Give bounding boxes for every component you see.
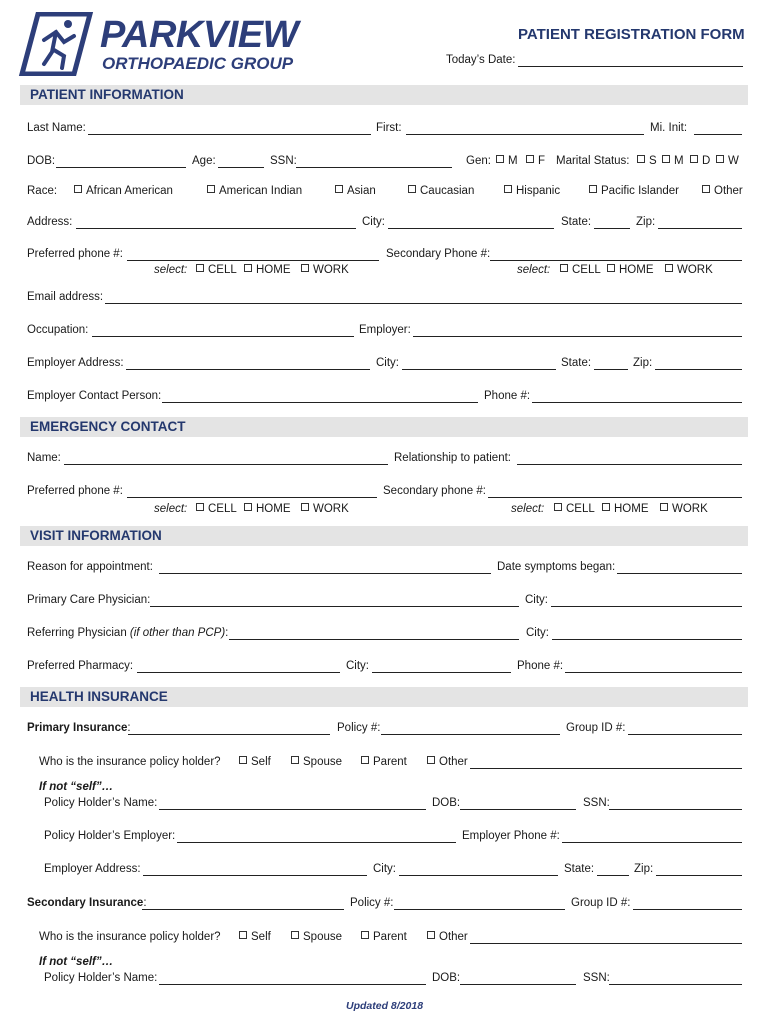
employer-state-field[interactable] xyxy=(594,369,628,370)
logo-name: PARKVIEW xyxy=(100,14,298,56)
checkbox-icon xyxy=(207,185,215,193)
marital-option-s[interactable]: S xyxy=(637,155,657,167)
section-title: EMERGENCY CONTACT xyxy=(30,419,186,434)
marital-option-d[interactable]: D xyxy=(690,155,710,167)
middle-initial-label: Mi. Init: xyxy=(650,122,688,134)
secondary-holder-ssn-field[interactable] xyxy=(609,984,742,985)
checkbox-icon xyxy=(637,155,645,163)
reason-field[interactable] xyxy=(159,573,491,574)
primary-holder-self[interactable]: Self xyxy=(239,756,271,768)
primary-group-label: Group ID #: xyxy=(566,722,626,734)
employer-city-label: City: xyxy=(376,357,399,369)
employer-address-label: Employer Address: xyxy=(27,357,124,369)
employer-phone-field[interactable] xyxy=(532,402,742,403)
pharmacy-field[interactable] xyxy=(137,672,340,673)
race-option-american-indian[interactable]: American Indian xyxy=(207,185,302,197)
address-field[interactable] xyxy=(76,228,356,229)
checkbox-icon xyxy=(239,931,247,939)
race-option-asian[interactable]: Asian xyxy=(335,185,376,197)
checkbox-icon xyxy=(291,756,299,764)
checkbox-icon xyxy=(427,931,435,939)
secondary-holder-parent[interactable]: Parent xyxy=(361,931,407,943)
primary-employer-phone-field[interactable] xyxy=(562,842,742,843)
ssn-label: SSN: xyxy=(270,155,297,167)
age-field[interactable] xyxy=(218,167,264,168)
secondary-insurance-label: Secondary Insurance: xyxy=(27,897,147,909)
emergency-secondary-work[interactable]: WORK xyxy=(660,503,708,515)
secondary-phone-work[interactable]: WORK xyxy=(665,264,713,276)
checkbox-icon xyxy=(301,264,309,272)
state-field[interactable] xyxy=(594,228,630,229)
section-health-insurance xyxy=(20,687,748,707)
secondary-holder-dob-field[interactable] xyxy=(460,984,576,985)
employer-address-field[interactable] xyxy=(126,369,370,370)
last-name-label: Last Name: xyxy=(27,122,86,134)
preferred-phone-home[interactable]: HOME xyxy=(244,264,291,276)
primary-insurance-label: Primary Insurance: xyxy=(27,722,131,734)
preferred-phone-field[interactable] xyxy=(127,260,379,261)
secondary-insurance-field[interactable] xyxy=(142,909,344,910)
updated-footer: Updated 8/2018 xyxy=(346,1000,424,1012)
emergency-preferred-work[interactable]: WORK xyxy=(301,503,349,515)
secondary-holder-other[interactable]: Other xyxy=(427,931,468,943)
emergency-preferred-phone-field[interactable] xyxy=(127,497,377,498)
city-field[interactable] xyxy=(388,228,554,229)
employer-zip-field[interactable] xyxy=(655,369,742,370)
secondary-holder-ssn-label: SSN: xyxy=(583,972,610,984)
logo xyxy=(16,12,311,78)
checkbox-icon xyxy=(301,503,309,511)
secondary-holder-name-field[interactable] xyxy=(159,984,426,985)
checkbox-icon xyxy=(504,185,512,193)
emergency-secondary-phone-field[interactable] xyxy=(488,497,742,498)
primary-holder-ssn-field[interactable] xyxy=(609,809,742,810)
zip-label: Zip: xyxy=(636,216,656,228)
primary-holder-dob-field[interactable] xyxy=(460,809,576,810)
checkbox-icon xyxy=(526,155,534,163)
occupation-label: Occupation: xyxy=(27,324,89,336)
gender-option-f[interactable]: F xyxy=(526,155,545,167)
primary-employer-city-field[interactable] xyxy=(399,875,558,876)
primary-holder-spouse[interactable]: Spouse xyxy=(291,756,342,768)
primary-holder-other-field[interactable] xyxy=(470,768,742,769)
secondary-holder-spouse[interactable]: Spouse xyxy=(291,931,342,943)
last-name-field[interactable] xyxy=(88,134,371,135)
checkbox-icon xyxy=(554,503,562,511)
primary-holder-parent[interactable]: Parent xyxy=(361,756,407,768)
marital-option-w[interactable]: W xyxy=(716,155,739,167)
dob-label: DOB: xyxy=(27,155,56,167)
checkbox-icon xyxy=(196,503,204,511)
race-option-other[interactable]: Other xyxy=(702,185,743,197)
secondary-phone-field[interactable] xyxy=(490,260,742,261)
marital-status-label: Marital Status: xyxy=(556,155,630,167)
race-option-caucasian[interactable]: Caucasian xyxy=(408,185,474,197)
select-label: select: xyxy=(154,503,188,515)
relationship-field[interactable] xyxy=(517,464,742,465)
checkbox-icon xyxy=(361,756,369,764)
primary-group-field[interactable] xyxy=(628,734,742,735)
primary-holder-other[interactable]: Other xyxy=(427,756,468,768)
middle-initial-field[interactable] xyxy=(694,134,742,135)
zip-field[interactable] xyxy=(658,228,742,229)
age-label: Age: xyxy=(192,155,216,167)
section-patient-information xyxy=(20,85,748,105)
secondary-holder-self[interactable]: Self xyxy=(239,931,271,943)
race-label: Race: xyxy=(27,185,58,197)
checkbox-icon xyxy=(602,503,610,511)
referring-field[interactable] xyxy=(229,639,519,640)
secondary-policy-field[interactable] xyxy=(394,909,565,910)
primary-holder-question: Who is the insurance policy holder? xyxy=(39,756,221,768)
first-name-field[interactable] xyxy=(406,134,644,135)
employer-field[interactable] xyxy=(413,336,742,337)
first-name-label: First: xyxy=(376,122,402,134)
checkbox-icon xyxy=(335,185,343,193)
checkbox-icon xyxy=(589,185,597,193)
pcp-city-label: City: xyxy=(525,594,548,606)
employer-contact-label: Employer Contact Person: xyxy=(27,390,162,402)
section-title: HEALTH INSURANCE xyxy=(30,689,168,704)
primary-holder-dob-label: DOB: xyxy=(432,797,461,809)
pharmacy-phone-label: Phone #: xyxy=(517,660,564,672)
section-emergency-contact xyxy=(20,417,748,437)
primary-employer-address-field[interactable] xyxy=(143,875,367,876)
referring-label: Referring Physician (if other than PCP): xyxy=(27,627,229,639)
preferred-phone-work[interactable]: WORK xyxy=(301,264,349,276)
checkbox-icon xyxy=(74,185,82,193)
email-label: Email address: xyxy=(27,291,104,303)
employer-zip-label: Zip: xyxy=(633,357,653,369)
city-label: City: xyxy=(362,216,385,228)
pharmacy-phone-field[interactable] xyxy=(565,672,742,673)
logo-subtitle: ORTHOPAEDIC GROUP xyxy=(102,54,294,73)
form-title: PATIENT REGISTRATION FORM xyxy=(518,26,745,43)
dob-field[interactable] xyxy=(56,167,186,168)
pharmacy-label: Preferred Pharmacy: xyxy=(27,660,134,672)
primary-employer-city-label: City: xyxy=(373,863,396,875)
secondary-group-label: Group ID #: xyxy=(571,897,631,909)
ssn-field[interactable] xyxy=(296,167,452,168)
primary-holder-ssn-label: SSN: xyxy=(583,797,610,809)
primary-holder-name-label: Policy Holder’s Name: xyxy=(44,797,158,809)
referring-city-label: City: xyxy=(526,627,549,639)
checkbox-icon xyxy=(665,264,673,272)
checkbox-icon xyxy=(716,155,724,163)
pharmacy-city-label: City: xyxy=(346,660,369,672)
employer-state-label: State: xyxy=(561,357,592,369)
date-symptoms-label: Date symptoms began: xyxy=(497,561,616,573)
checkbox-icon xyxy=(291,931,299,939)
checkbox-icon xyxy=(660,503,668,511)
checkbox-icon xyxy=(662,155,670,163)
emergency-secondary-phone-label: Secondary phone #: xyxy=(383,485,486,497)
secondary-phone-label: Secondary Phone #: xyxy=(386,248,491,260)
race-option-african-american[interactable]: African American xyxy=(74,185,173,197)
employer-phone-label: Phone #: xyxy=(484,390,531,402)
emergency-secondary-home[interactable]: HOME xyxy=(602,503,649,515)
gender-label: Gen: xyxy=(466,155,491,167)
checkbox-icon xyxy=(496,155,504,163)
preferred-phone-cell[interactable]: CELL xyxy=(196,264,237,276)
checkbox-icon xyxy=(690,155,698,163)
gender-option-m[interactable]: M xyxy=(496,155,518,167)
checkbox-icon xyxy=(244,264,252,272)
occupation-field[interactable] xyxy=(92,336,354,337)
primary-policy-field[interactable] xyxy=(381,734,560,735)
checkbox-icon xyxy=(560,264,568,272)
primary-holder-employer-label: Policy Holder’s Employer: xyxy=(44,830,176,842)
referring-city-field[interactable] xyxy=(552,639,742,640)
checkbox-icon xyxy=(427,756,435,764)
primary-employer-phone-label: Employer Phone #: xyxy=(462,830,560,842)
if-not-self-label: If not “self”… xyxy=(39,781,114,793)
secondary-holder-other-field[interactable] xyxy=(470,943,742,944)
emergency-preferred-home[interactable]: HOME xyxy=(244,503,291,515)
pcp-label: Primary Care Physician: xyxy=(27,594,151,606)
checkbox-icon xyxy=(607,264,615,272)
primary-policy-label: Policy #: xyxy=(337,722,381,734)
select-label: select: xyxy=(517,264,551,276)
checkbox-icon xyxy=(702,185,710,193)
state-label: State: xyxy=(561,216,592,228)
primary-employer-zip-label: Zip: xyxy=(634,863,654,875)
secondary-holder-question: Who is the insurance policy holder? xyxy=(39,931,221,943)
emergency-name-field[interactable] xyxy=(64,464,388,465)
race-option-hispanic[interactable]: Hispanic xyxy=(504,185,560,197)
employer-contact-field[interactable] xyxy=(162,402,478,403)
section-visit-information xyxy=(20,526,748,546)
checkbox-icon xyxy=(244,503,252,511)
secondary-phone-cell[interactable]: CELL xyxy=(560,264,601,276)
marital-option-m[interactable]: M xyxy=(662,155,684,167)
select-label: select: xyxy=(154,264,188,276)
select-label: select: xyxy=(511,503,545,515)
preferred-phone-label: Preferred phone #: xyxy=(27,248,123,260)
checkbox-icon xyxy=(196,264,204,272)
primary-holder-employer-field[interactable] xyxy=(177,842,456,843)
secondary-group-field[interactable] xyxy=(633,909,742,910)
if-not-self-label: If not “self”… xyxy=(39,956,114,968)
todays-date-field[interactable] xyxy=(518,66,743,67)
checkbox-icon xyxy=(361,931,369,939)
section-title: VISIT INFORMATION xyxy=(30,528,162,543)
checkbox-icon xyxy=(239,756,247,764)
employer-city-field[interactable] xyxy=(402,369,556,370)
address-label: Address: xyxy=(27,216,73,228)
relationship-label: Relationship to patient: xyxy=(394,452,511,464)
primary-holder-name-field[interactable] xyxy=(159,809,426,810)
email-field[interactable] xyxy=(105,303,742,304)
pcp-city-field[interactable] xyxy=(551,606,742,607)
primary-employer-state-label: State: xyxy=(564,863,595,875)
secondary-policy-label: Policy #: xyxy=(350,897,394,909)
logo-mark-icon xyxy=(16,12,96,76)
primary-employer-state-field[interactable] xyxy=(597,875,629,876)
checkbox-icon xyxy=(408,185,416,193)
date-symptoms-field[interactable] xyxy=(617,573,742,574)
section-title: PATIENT INFORMATION xyxy=(30,87,184,102)
primary-insurance-field[interactable] xyxy=(128,734,330,735)
pharmacy-city-field[interactable] xyxy=(372,672,511,673)
race-option-pacific-islander[interactable]: Pacific Islander xyxy=(589,185,679,197)
emergency-preferred-phone-label: Preferred phone #: xyxy=(27,485,123,497)
todays-date-label: Today’s Date: xyxy=(446,54,516,66)
secondary-holder-name-label: Policy Holder’s Name: xyxy=(44,972,158,984)
reason-label: Reason for appointment: xyxy=(27,561,153,573)
secondary-phone-home[interactable]: HOME xyxy=(607,264,654,276)
emergency-preferred-cell[interactable]: CELL xyxy=(196,503,237,515)
pcp-field[interactable] xyxy=(150,606,519,607)
emergency-name-label: Name: xyxy=(27,452,61,464)
secondary-holder-dob-label: DOB: xyxy=(432,972,461,984)
primary-employer-address-label: Employer Address: xyxy=(44,863,141,875)
emergency-secondary-cell[interactable]: CELL xyxy=(554,503,595,515)
employer-label: Employer: xyxy=(359,324,411,336)
primary-employer-zip-field[interactable] xyxy=(656,875,742,876)
